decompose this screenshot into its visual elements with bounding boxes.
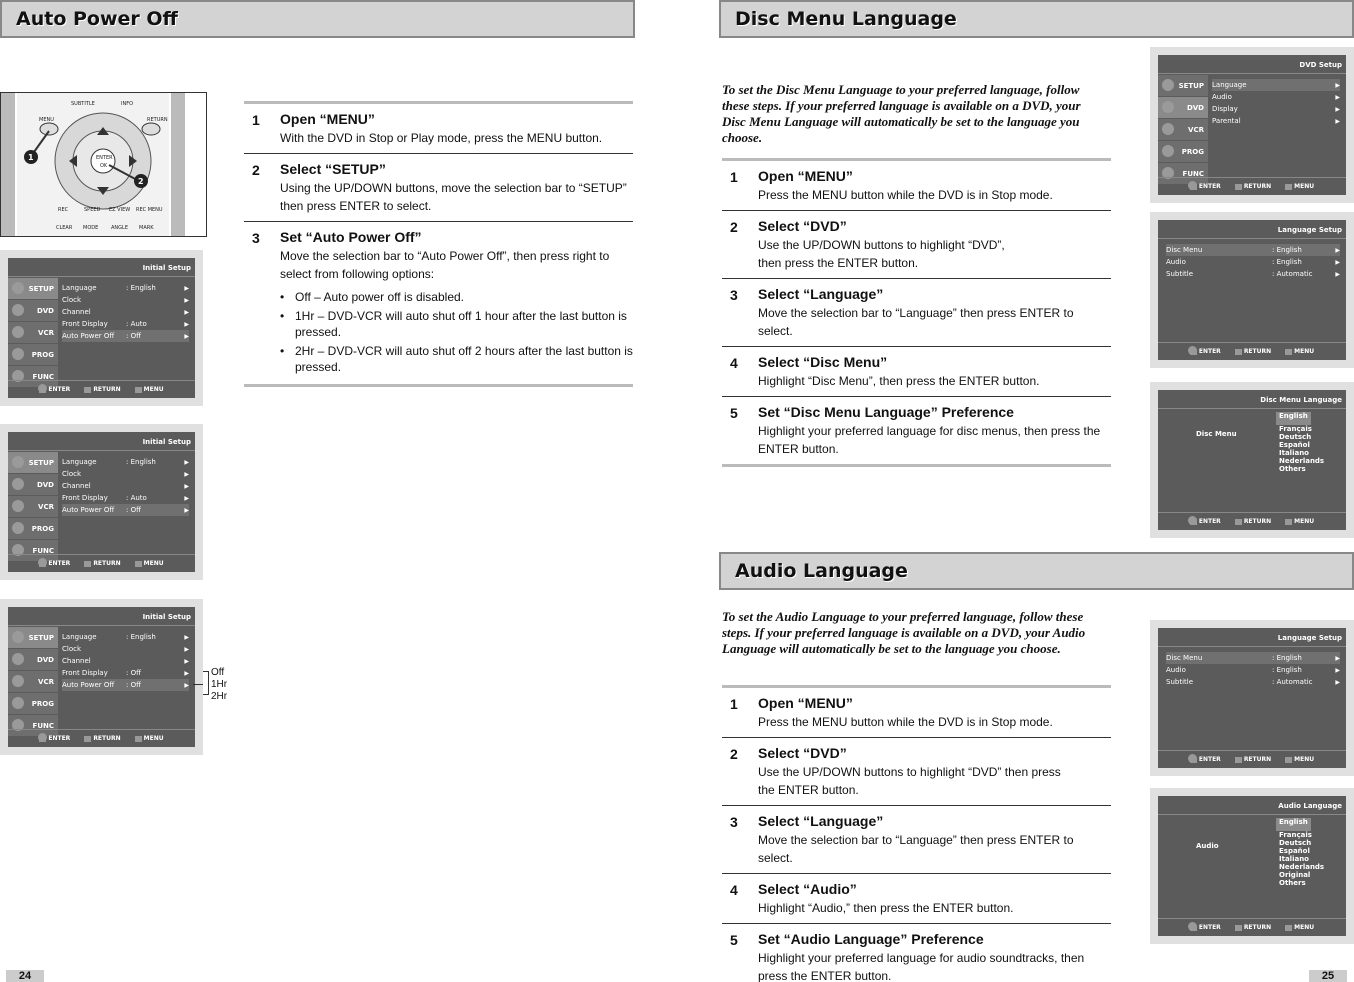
language-setup-screen [1150, 620, 1354, 776]
tv-screen [1158, 796, 1346, 936]
step-title: Open “MENU” [758, 695, 853, 711]
menu-tabs [1158, 75, 1208, 185]
step [244, 104, 633, 154]
options-connector [193, 684, 203, 685]
menu-label: Audio [1196, 842, 1219, 850]
screen-footer [1158, 512, 1346, 530]
tab-icon [1162, 123, 1174, 135]
step-title: Select “Disc Menu” [758, 354, 888, 370]
step-desc: Using the UP/DOWN buttons, move the selection bar to “SETUP” then press ENTER to select. [280, 181, 627, 213]
step [722, 211, 1111, 279]
screen-title: Language Setup [1277, 226, 1342, 234]
tab-icon [12, 631, 24, 643]
auto-power-off-options [211, 667, 227, 703]
menu-row: Channel ▶ [62, 308, 189, 316]
step-desc: Highlight “Audio,” then press the ENTER button. [758, 901, 1014, 915]
disc-intro: To set the Disc Menu Language to your preferred language, follow these steps. If your preferred language is available on a DVD, your Disc Menu Language will automatically be set to the language you choose. [722, 82, 1081, 145]
tab-icon [12, 326, 24, 338]
tab-icon [12, 500, 24, 512]
step-title: Open “MENU” [280, 111, 375, 127]
step-number: 1 [730, 169, 738, 185]
menu-row: Language : English ▶ [62, 458, 189, 466]
footer-return: RETURN [1235, 518, 1271, 525]
menu-row: Language : English ▶ [62, 284, 189, 292]
footer-return: RETURN [1235, 348, 1271, 355]
step [722, 347, 1111, 397]
initial-setup-screen [0, 250, 203, 406]
menu-tab: SETUP [8, 452, 58, 473]
step-number: 5 [730, 932, 738, 948]
menu-row: Front Display : Auto ▶ [62, 320, 189, 328]
screen-title: Language Setup [1277, 634, 1342, 642]
disc-menu-language-header [719, 0, 1354, 38]
language-option: Others [1279, 878, 1306, 887]
tab-icon [1162, 101, 1174, 113]
audio-language-steps [722, 685, 1111, 982]
step-title: Select “SETUP” [280, 161, 386, 177]
language-list-screen [1150, 788, 1354, 944]
tv-screen [1158, 628, 1346, 768]
step-desc: Highlight “Disc Menu”, then press the ENTER button. [758, 374, 1040, 388]
menu-row: Auto Power Off : Off ▶ [62, 332, 189, 340]
screen-title: Disc Menu Language [1260, 396, 1342, 404]
menu-tab: VCR [8, 496, 58, 517]
language-list [1276, 412, 1327, 473]
menu-row: Auto Power Off : Off ▶ [62, 681, 189, 689]
language-option: Others [1279, 464, 1306, 473]
tab-icon [12, 282, 24, 294]
remote-drawing [1, 93, 207, 237]
tab-icon [12, 348, 24, 360]
menu-row: Disc Menu : English ▶ [1166, 654, 1340, 662]
language-option: Français [1279, 424, 1312, 433]
step-title: Set “Audio Language” Preference [758, 931, 984, 947]
menu-row: Parental ▶ [1212, 117, 1340, 125]
language-option: English [1276, 818, 1327, 831]
option-off: Off [211, 667, 225, 678]
menu-tab: FUNC [1158, 163, 1208, 184]
menu-row: Clock ▶ [62, 296, 189, 304]
page-number-left: 24 [6, 970, 44, 982]
section-title: Auto Power Off [16, 8, 178, 30]
menu-label: Disc Menu [1196, 430, 1237, 438]
menu-tab: DVD [8, 474, 58, 495]
menu-tab: PROG [8, 693, 58, 714]
bullet-item: • Off – Auto power off is disabled. [280, 290, 464, 304]
menu-row: Disc Menu : English ▶ [1166, 246, 1340, 254]
remote-label: INFO [121, 101, 134, 107]
menu-rows [62, 631, 189, 691]
menu-tabs [8, 278, 58, 388]
menu-tab: DVD [8, 300, 58, 321]
screen-footer [1158, 342, 1346, 360]
screen-title: Initial Setup [142, 613, 191, 621]
language-option: Nederlands [1279, 862, 1325, 871]
section-title: Audio Language [735, 560, 908, 582]
menu-rows [62, 282, 189, 342]
language-list-screen [1150, 382, 1354, 538]
step-title: Open “MENU” [758, 168, 853, 184]
remote-label: OK [100, 163, 108, 169]
language-option: Deutsch [1279, 838, 1312, 847]
step-desc: Highlight your preferred language for audio soundtracks, then press the ENTER button. [758, 951, 1085, 982]
step-number: 4 [730, 355, 738, 371]
screen-footer [1158, 918, 1346, 936]
screen-footer [8, 380, 195, 398]
remote-label: SUBTITLE [71, 101, 95, 107]
tab-icon [12, 697, 24, 709]
footer-return: RETURN [84, 386, 120, 393]
menu-row: Clock ▶ [62, 645, 189, 653]
remote-label: RETURN [147, 117, 168, 123]
menu-row: Language : English ▶ [62, 633, 189, 641]
language-list [1276, 818, 1327, 887]
menu-tab: SETUP [1158, 75, 1208, 96]
step-title: Select “Language” [758, 813, 884, 829]
step-title: Select “DVD” [758, 745, 847, 761]
step-desc: Highlight your preferred language for disc menus, then press the ENTER button. [758, 424, 1101, 456]
step-desc: Move the selection bar to “Auto Power Off”, then press right to select from following options: [280, 249, 610, 281]
step [244, 222, 633, 384]
step-number: 2 [730, 746, 738, 762]
screen-title: DVD Setup [1299, 61, 1342, 69]
disc-menu-steps [722, 158, 1111, 467]
step-number: 2 [252, 162, 260, 178]
step-number: 3 [252, 230, 260, 246]
step-number: 3 [730, 814, 738, 830]
callout-1: 1 [28, 153, 34, 162]
step-title: Set “Disc Menu Language” Preference [758, 404, 1014, 420]
remote-control-illustration [0, 92, 207, 237]
step-desc: Move the selection bar to “Language” then press ENTER to select. [758, 833, 1074, 865]
menu-row: Front Display : Auto ▶ [62, 494, 189, 502]
tv-screen [1158, 390, 1346, 530]
menu-row: Language ▶ [1212, 81, 1340, 89]
menu-tab: VCR [8, 322, 58, 343]
footer-enter: ENTER [1190, 924, 1221, 931]
step-title: Set “Auto Power Off” [280, 229, 422, 245]
menu-tab: FUNC [8, 715, 58, 736]
menu-row: Audio : English ▶ [1166, 258, 1340, 266]
tv-screen [1158, 55, 1346, 195]
tab-icon [12, 478, 24, 490]
menu-tab: PROG [1158, 141, 1208, 162]
tab-icon [1162, 145, 1174, 157]
footer-enter: ENTER [39, 735, 70, 742]
step-number: 2 [730, 219, 738, 235]
menu-tab: DVD [8, 649, 58, 670]
step-number: 1 [252, 112, 260, 128]
step-desc: Use the UP/DOWN buttons to highlight “DVD” then press [758, 765, 1061, 779]
footer-return: RETURN [1235, 924, 1271, 931]
dvd-setup-screen [1150, 47, 1354, 203]
footer-menu: MENU [135, 386, 164, 393]
step-number: 3 [730, 287, 738, 303]
footer-enter: ENTER [1190, 183, 1221, 190]
screen-footer [1158, 750, 1346, 768]
step [722, 738, 1111, 806]
menu-tab: FUNC [8, 366, 58, 387]
footer-menu: MENU [1285, 518, 1314, 525]
screen-title: Initial Setup [142, 264, 191, 272]
step-desc: Use the UP/DOWN buttons to highlight “DVD”, [758, 238, 1005, 252]
step-number: 4 [730, 882, 738, 898]
menu-tab: VCR [8, 671, 58, 692]
tab-icon [12, 522, 24, 534]
menu-row: Auto Power Off : Off ▶ [62, 506, 189, 514]
step [722, 874, 1111, 924]
remote-label: MARK [139, 225, 154, 231]
footer-enter: ENTER [39, 560, 70, 567]
step [722, 688, 1111, 738]
menu-row: Subtitle : Automatic ▶ [1166, 678, 1340, 686]
menu-rows [1212, 79, 1340, 127]
language-option: Español [1279, 440, 1310, 449]
footer-menu: MENU [1285, 183, 1314, 190]
language-option: Original [1279, 870, 1311, 879]
step-title: Select “Audio” [758, 881, 857, 897]
footer-enter: ENTER [1190, 756, 1221, 763]
remote-label: ENTER [96, 155, 113, 161]
menu-tab: FUNC [8, 540, 58, 561]
auto-power-off-steps [244, 101, 633, 387]
tab-icon [12, 653, 24, 665]
remote-label: EZ VIEW [109, 207, 131, 213]
menu-row: Display ▶ [1212, 105, 1340, 113]
step-title: Select “DVD” [758, 218, 847, 234]
remote-label: CLEAR [56, 225, 73, 231]
menu-tab: PROG [8, 518, 58, 539]
page-number-right: 25 [1309, 970, 1347, 982]
initial-setup-screen [0, 599, 203, 755]
audio-intro: To set the Audio Language to your preferred language, follow these steps. If your preferred language is available on a DVD, your Audio Language will automatically be set to the language you choose. [722, 609, 1086, 656]
remote-label: REC [58, 207, 69, 213]
screen-footer [1158, 177, 1346, 195]
footer-return: RETURN [84, 735, 120, 742]
step [722, 806, 1111, 874]
menu-row: Channel ▶ [62, 657, 189, 665]
step [244, 154, 633, 222]
menu-row: Clock ▶ [62, 470, 189, 478]
step [722, 924, 1111, 982]
tab-icon [12, 675, 24, 687]
step-desc: With the DVD in Stop or Play mode, press the MENU button. [280, 131, 603, 145]
menu-row: Audio ▶ [1212, 93, 1340, 101]
language-setup-screen [1150, 212, 1354, 368]
remote-label: MENU [39, 117, 54, 123]
audio-language-header [719, 552, 1354, 590]
menu-rows [62, 456, 189, 516]
step-number: 5 [730, 405, 738, 421]
menu-tab: PROG [8, 344, 58, 365]
step [722, 397, 1111, 464]
tv-screen [8, 258, 195, 398]
remote-label: REC MENU [136, 207, 163, 213]
screen-title: Audio Language [1278, 802, 1342, 810]
step [722, 279, 1111, 347]
language-option: English [1276, 412, 1327, 425]
step-desc-cont: then press the ENTER button. [758, 256, 919, 270]
footer-enter: ENTER [1190, 518, 1221, 525]
tab-icon [12, 304, 24, 316]
step [722, 161, 1111, 211]
menu-row: Audio : English ▶ [1166, 666, 1340, 674]
footer-menu: MENU [1285, 348, 1314, 355]
initial-setup-screen [0, 424, 203, 580]
language-option: Deutsch [1279, 432, 1312, 441]
menu-row: Front Display : Off ▶ [62, 669, 189, 677]
options-bracket [203, 671, 209, 695]
screen-footer [8, 554, 195, 572]
menu-row: Subtitle : Automatic ▶ [1166, 270, 1340, 278]
menu-tabs [8, 452, 58, 562]
bullet-item: • 2Hr – DVD-VCR will auto shut off 2 hours after the last button is pressed. [280, 344, 633, 374]
step-title: Select “Language” [758, 286, 884, 302]
footer-menu: MENU [1285, 924, 1314, 931]
footer-enter: ENTER [1190, 348, 1221, 355]
option-bullets [280, 289, 633, 375]
bullet-item: • 1Hr – DVD-VCR will auto shut off 1 hour after the last button is pressed. [280, 309, 627, 339]
tv-screen [8, 432, 195, 572]
menu-rows [1166, 244, 1340, 280]
footer-menu: MENU [1285, 756, 1314, 763]
screen-footer [8, 729, 195, 747]
step-number: 1 [730, 696, 738, 712]
callout-2: 2 [138, 177, 144, 186]
menu-row: Channel ▶ [62, 482, 189, 490]
tab-icon [12, 456, 24, 468]
remote-label: MODE [83, 225, 99, 231]
screen-title: Initial Setup [142, 438, 191, 446]
menu-tabs [8, 627, 58, 737]
step-desc: Move the selection bar to “Language” then press ENTER to select. [758, 306, 1074, 338]
menu-tab: VCR [1158, 119, 1208, 140]
auto-power-off-header [0, 0, 635, 38]
footer-return: RETURN [84, 560, 120, 567]
language-option: Español [1279, 846, 1310, 855]
tv-screen [8, 607, 195, 747]
footer-enter: ENTER [39, 386, 70, 393]
footer-return: RETURN [1235, 183, 1271, 190]
footer-menu: MENU [135, 735, 164, 742]
menu-tab: SETUP [8, 627, 58, 648]
step-desc-cont: the ENTER button. [758, 783, 859, 797]
footer-return: RETURN [1235, 756, 1271, 763]
remote-label: SPEED [84, 207, 101, 213]
menu-tab: DVD [1158, 97, 1208, 118]
language-option: Nederlands [1279, 456, 1325, 465]
tab-icon [1162, 79, 1174, 91]
language-option: Français [1279, 830, 1312, 839]
option-1hr: 1Hr [211, 679, 228, 690]
step-desc: Press the MENU button while the DVD is in Stop mode. [758, 188, 1053, 202]
option-2hr: 2Hr [211, 691, 228, 702]
language-option: Italiano [1279, 854, 1309, 863]
footer-menu: MENU [135, 560, 164, 567]
menu-rows [1166, 652, 1340, 688]
step-desc: Press the MENU button while the DVD is in Stop mode. [758, 715, 1053, 729]
menu-tab: SETUP [8, 278, 58, 299]
language-option: Italiano [1279, 448, 1309, 457]
section-title: Disc Menu Language [735, 8, 957, 30]
tv-screen [1158, 220, 1346, 360]
remote-label: ANGLE [111, 225, 128, 231]
